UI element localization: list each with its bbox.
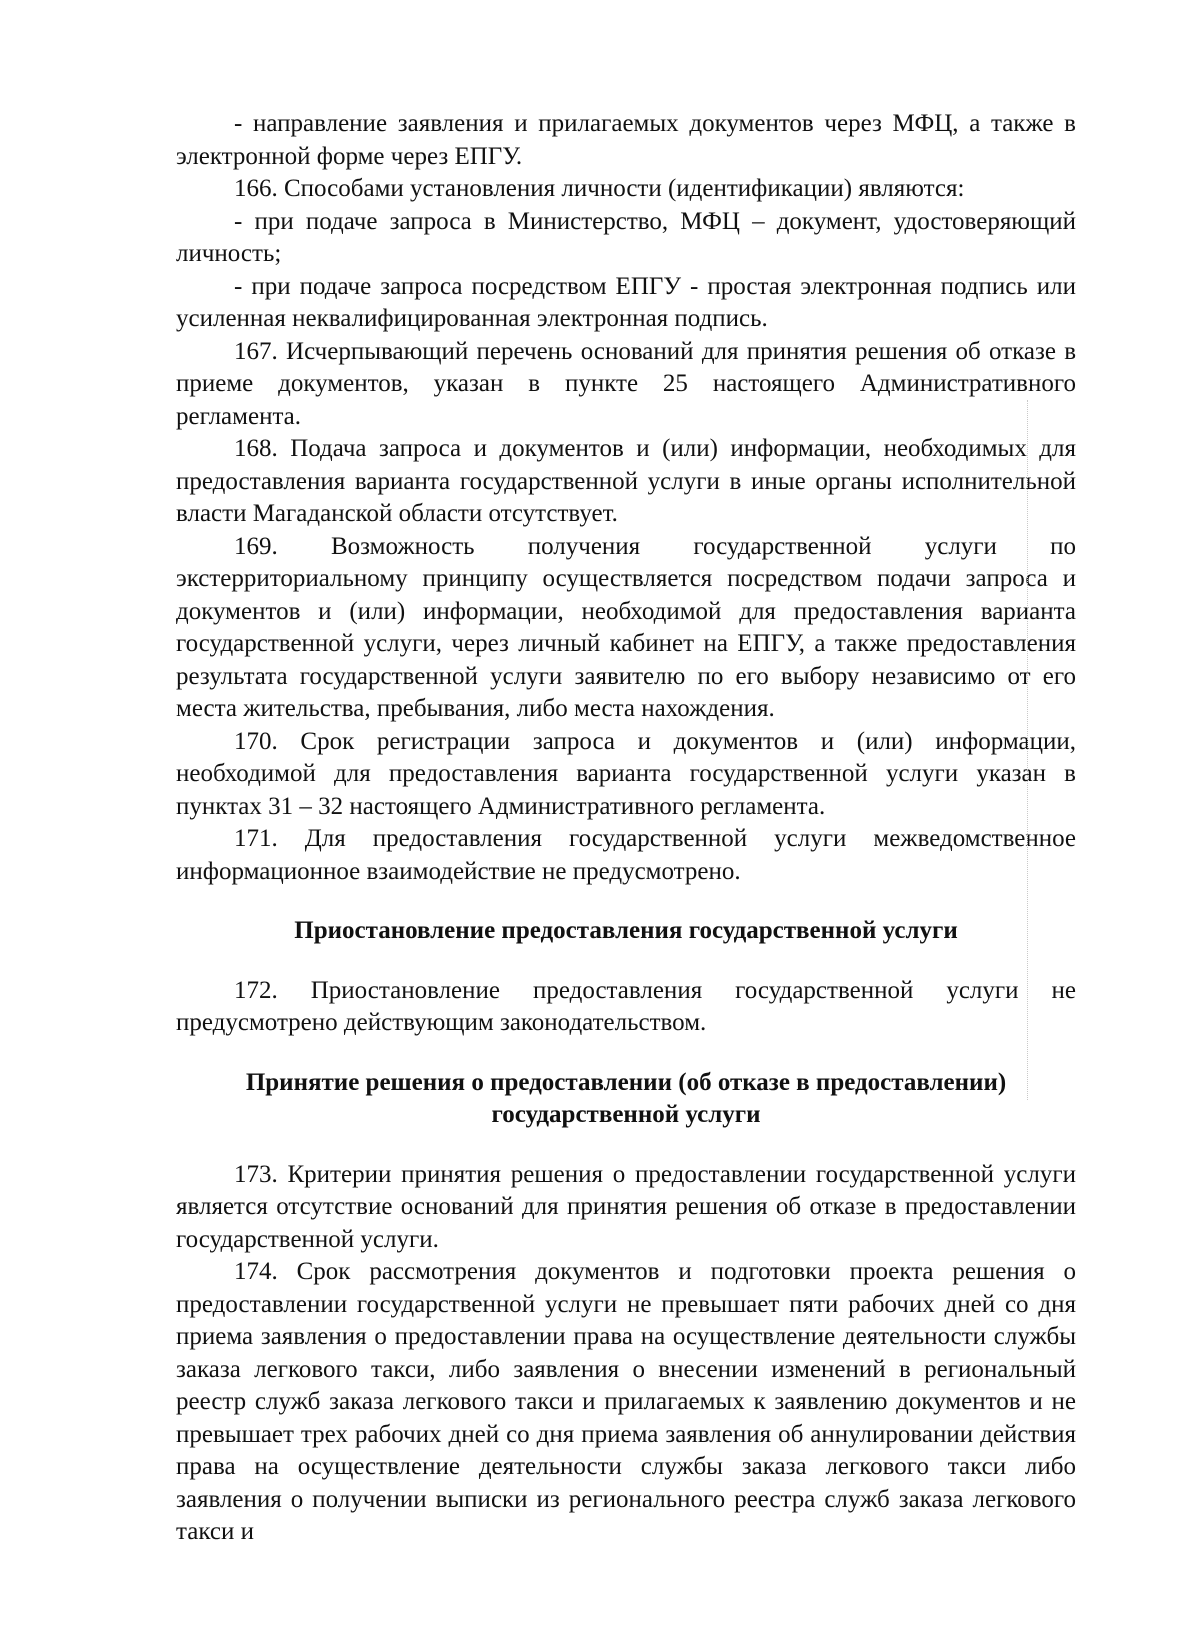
list-item-epgu-signature: - при подаче запроса посредством ЕПГУ - простая электронная подпись или усиленная неквалифицированная электронная подпись. <box>176 272 1076 332</box>
paragraph-171: 171. Для предоставления государственной услуги межведомственное информационное взаимодействие не предусмотрено. <box>176 825 1076 885</box>
section-heading-decision <box>176 1067 1076 1132</box>
paragraph-174: 174. Срок рассмотрения документов и подготовки проекта решения о предоставлении государственной услуги не превышает пяти рабочих дней со дня приема заявления о предоставлении права на осуществление деятельности службы заказа легкового такси, либо заявления о внесении изменений в региональный реестр служб заказа легкового такси и прилагаемых к заявлению документов и не превышает трех рабочих дней со дня приема заявления об аннулировании действия права на осуществление деятельности службы заказа легкового такси либо заявления о получении выписки из регионального реестра служб заказа легкового такси и <box>176 1258 1076 1545</box>
paragraph-167: 167. Исчерпывающий перечень оснований для принятия решения об отказе в приеме документов, указан в пункте 25 настоящего Административного регламента. <box>176 337 1076 430</box>
paragraph-169: 169. Возможность получения государственной услуги по экстерриториальному принципу осуществляется посредством подачи запроса и документов и (или) информации, необходимой для предоставления варианта государственной услуги, через личный кабинет на ЕПГУ, а также предоставления результата государственной услуги заявителю по его выбору независимо от его места жительства, пребывания, либо места нахождения. <box>176 532 1076 722</box>
list-item-ministry-mfc: - при подаче запроса в Министерство, МФЦ – документ, удостоверяющий личность; <box>176 207 1076 267</box>
document-body <box>176 108 1076 1549</box>
paragraph-submission-methods: - направление заявления и прилагаемых документов через МФЦ, а также в электронной форме через ЕПГУ. <box>176 110 1076 170</box>
paragraph-170: 170. Срок регистрации запроса и документов и (или) информации, необходимой для предоставления варианта государственной услуги указан в пунктах 31 – 32 настоящего Административного регламента. <box>176 727 1076 820</box>
section-heading-decision-line-2: государственной услуги <box>491 1101 761 1128</box>
paragraph-172: 172. Приостановление предоставления государственной услуги не предусмотрено действующим законодательством. <box>176 976 1076 1036</box>
scan-fold-mark <box>1027 400 1028 1100</box>
section-heading-suspension: Приостановление предоставления государственной услуги <box>294 917 958 944</box>
section-heading-decision-line-1: Принятие решения о предоставлении (об отказе в предоставлении) <box>245 1068 1007 1096</box>
paragraph-166: 166. Способами установления личности (идентификации) являются: <box>234 175 965 202</box>
paragraph-173: 173. Критерии принятия решения о предоставлении государственной услуги является отсутствие оснований для принятия решения об отказе в предоставлении государственной услуги. <box>176 1160 1076 1253</box>
paragraph-168: 168. Подача запроса и документов и (или) информации, необходимых для предоставления варианта государственной услуги в иные органы исполнительной власти Магаданской области отсутствует. <box>176 435 1076 527</box>
